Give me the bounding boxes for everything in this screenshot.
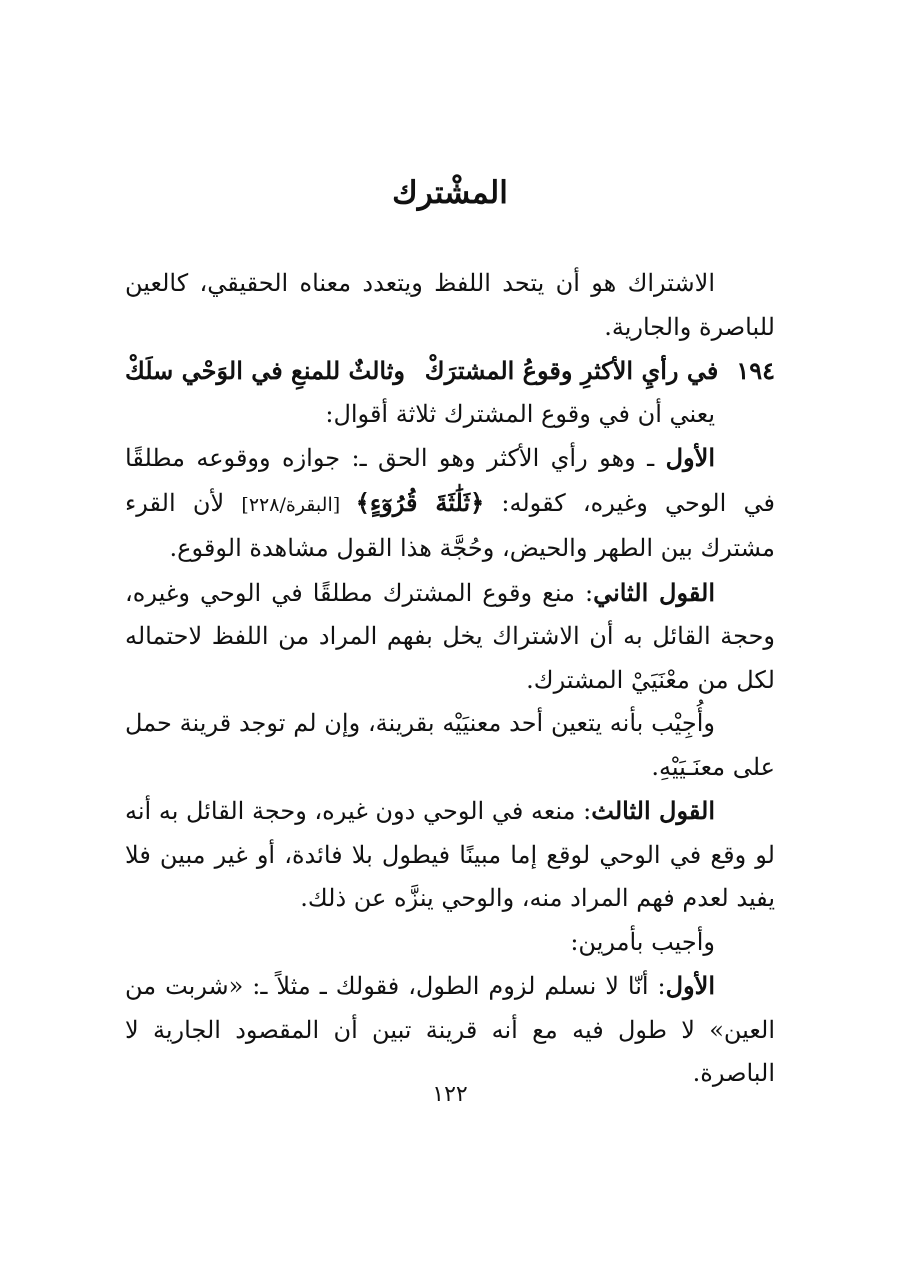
first-opinion-label: الأول — [665, 443, 715, 472]
quran-quote: ﴿ثَلَٰثَةَ قُرُوٓءٍ﴾ — [355, 487, 485, 517]
intro-paragraph: يعني أن في وقوع المشترك ثلاثة أقوال: — [325, 399, 715, 428]
page-body — [125, 262, 775, 1096]
third-reply-intro: وأجيب بأمرين: — [570, 927, 715, 956]
verse-second-half: وثالثٌ للمنعِ في الوَحْي سلَكْ — [125, 356, 406, 385]
second-opinion-paragraph — [125, 571, 775, 703]
first-reply-paragraph — [125, 964, 775, 1096]
third-opinion-label: القول الثالث — [591, 796, 715, 825]
first-opinion-text-continued: لأن القرء مشترك بين الطهر والحيض، وحُجَّة هذا القول مشاهدة الوقوع. — [125, 488, 775, 562]
second-opinion-text: : منع وقوع المشترك مطلقًا في الوحي وغيره، وحجة القائل به أن الاشتراك يخل بفهم المراد من اللفظ لاحتماله لكل من معْنَيَيْ المشترك. — [125, 578, 775, 694]
third-opinion-text: : منعه في الوحي دون غيره، وحجة القائل به أنه لو وقع في الوحي لوقع إما مبينًا فيطول بلا فائدة، أو غير مبين فلا يفيد لعدم فهم المراد منه، والوحي ينزَّه عن ذلك. — [125, 797, 775, 912]
verse-first-half: في رأيِ الأكثرِ وقوعُ المشترَكْ — [424, 356, 719, 385]
second-reply-paragraph: وأُجِيْب بأنه يتعين أحد معنيَيْه بقرينة، وإن لم توجد قرينة حمل على معنَـيَيْهِ. — [125, 709, 775, 781]
page-title: المشْترك — [392, 175, 508, 211]
second-opinion-label: القول الثاني — [593, 577, 715, 607]
verse-number: ١٩٤ — [736, 356, 775, 385]
first-reply-text: : أنّا لا نسلم لزوم الطول، فقولك ـ مثلاً ـ: «شربت من العين» لا طول فيه مع أنه قرينة تبين أن المقصود الجارية لا الباصرة. — [125, 972, 775, 1087]
first-reply-label: الأول — [665, 971, 715, 1000]
first-opinion-paragraph — [125, 436, 775, 571]
first-opinion-text: ـ وهو رأي الأكثر وهو الحق ـ: جوازه ووقوعه مطلقًا في الوحي وغيره، كقوله: — [125, 444, 775, 517]
page-number: ١٢٢ — [432, 1082, 468, 1107]
definition-paragraph: الاشتراك هو أن يتحد اللفظ ويتعدد معناه الحقيقي، كالعين للباصرة والجارية. — [125, 269, 775, 341]
quran-reference: [البقرة/٢٢٨] — [241, 493, 356, 516]
third-opinion-paragraph — [125, 789, 775, 921]
verse-line — [125, 349, 775, 393]
